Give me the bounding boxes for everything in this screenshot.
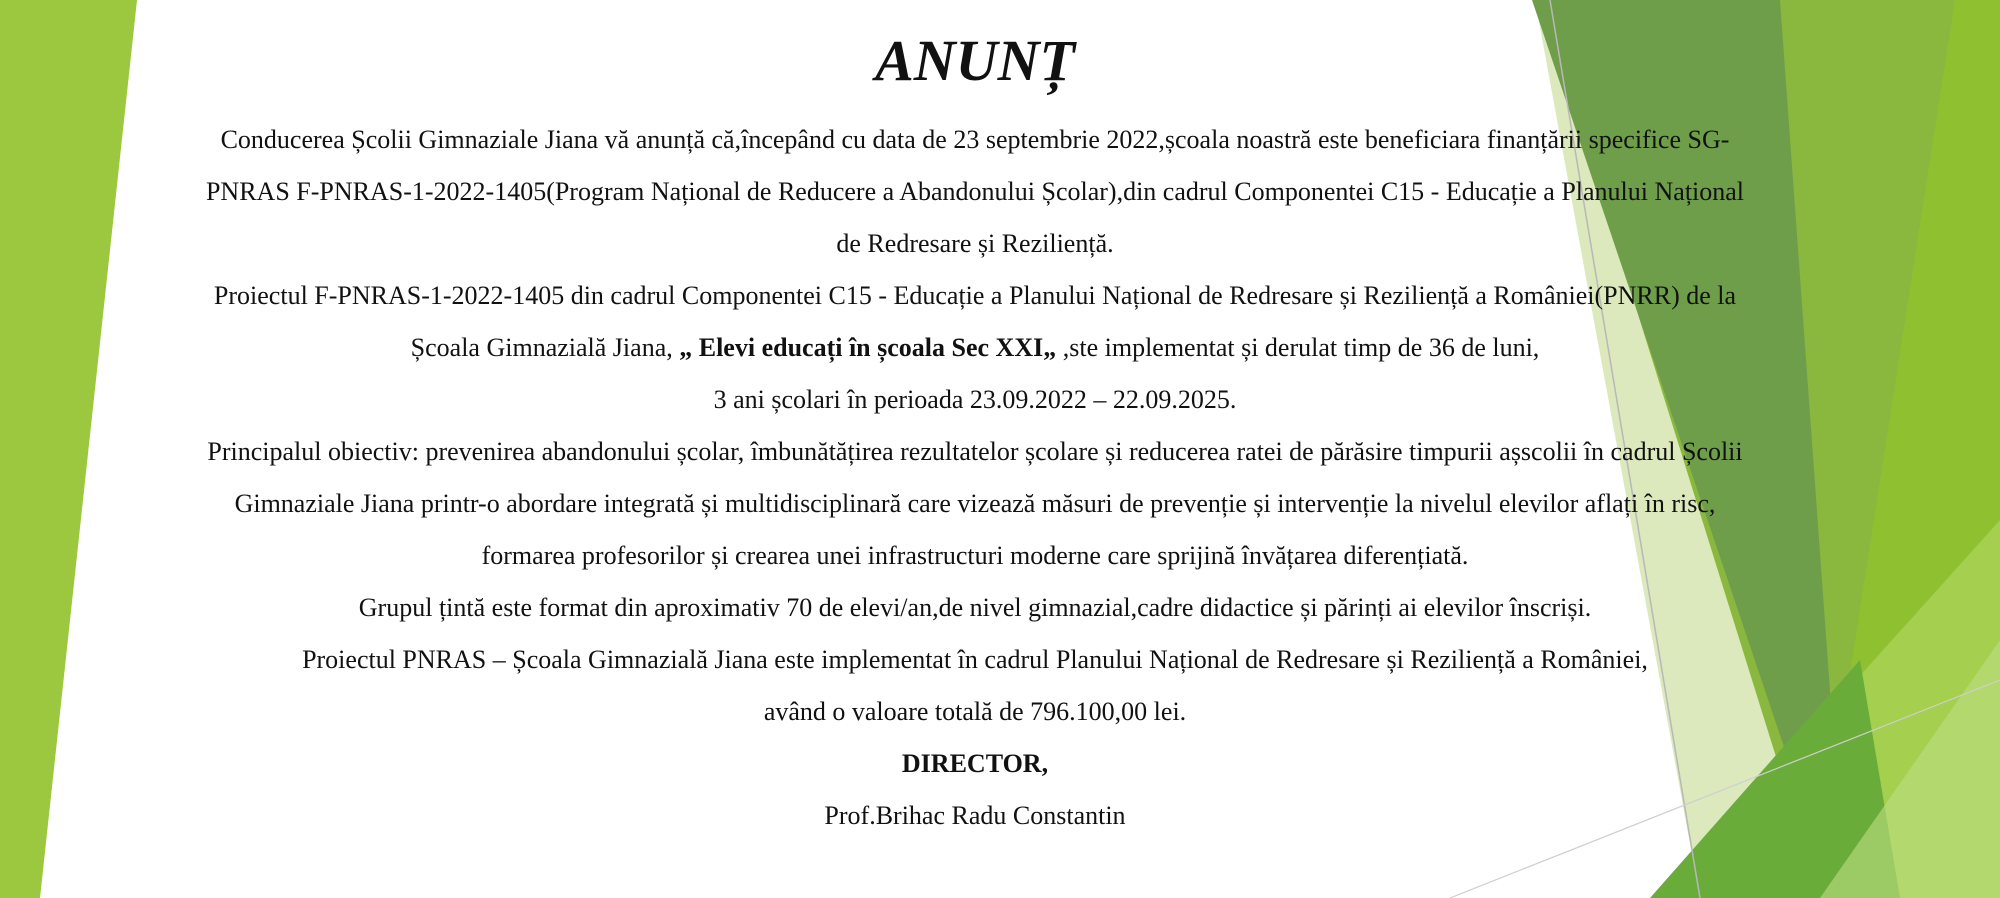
- paragraph-1-line-2: PNRAS F-PNRAS-1-2022-1405(Program Național de Reducere a Abandonului Școlar),din cadrul Componentei C15 - Educație a Planului Național: [205, 177, 1745, 206]
- director-name: Prof.Brihac Radu Constantin: [824, 801, 1126, 830]
- project-title: „ Elevi educați în școala Sec XXI„: [679, 333, 1057, 362]
- paragraph-2-line-3: 3 ani școlari în perioada 23.09.2022 – 22.09.2025.: [713, 385, 1237, 414]
- paragraph-3-line-1: Principalul obiectiv: prevenirea abandonului școlar, îmbunătățirea rezultatelor școlare și reducerea ratei de părăsire timpurii așscolii în cadrul Școlii: [207, 437, 1743, 466]
- duration-text: ,ste implementat și derulat timp de 36 de luni,: [1056, 333, 1540, 362]
- paragraph-4: Grupul țintă este format din aproximativ 70 de elevi/an,de nivel gimnazial,cadre didactice și părinți ai elevilor înscriși.: [358, 593, 1592, 622]
- paragraph-5-line-2: având o valoare totală de 796.100,00 lei.: [763, 697, 1187, 726]
- paragraph-3-line-3: formarea profesorilor și crearea unei infrastructuri moderne care sprijină învățarea diferențiată.: [481, 541, 1469, 570]
- announcement-title: ANUNȚ: [875, 28, 1075, 93]
- paragraph-3-line-2: Gimnaziale Jiana printr-o abordare integrată și multidisciplinară care vizează măsuri de prevenție și intervenție la nivelul elevilor aflați în risc,: [234, 489, 1716, 518]
- paragraph-1-line-1: Conducerea Școlii Gimnaziale Jiana vă anunță că,începând cu data de 23 septembrie 2022,școala noastră este beneficiara finanțării specifice SG-: [220, 125, 1730, 154]
- announcement-content: [100, 22, 1850, 842]
- paragraph-1-line-3: de Redresare și Reziliență.: [836, 229, 1114, 258]
- paragraph-5-line-1: Proiectul PNRAS – Școala Gimnazială Jiana este implementat în cadrul Planului Național de Redresare și Reziliență a României,: [302, 645, 1648, 674]
- paragraph-2-line-1: Proiectul F-PNRAS-1-2022-1405 din cadrul Componentei C15 - Educație a Planului Național de Redresare și Reziliență a României(PNRR) de la: [213, 281, 1737, 310]
- school-name-text: Școala Gimnazială Jiana,: [410, 333, 680, 362]
- paragraph-2-line-2: [100, 322, 1850, 374]
- director-label: DIRECTOR,: [901, 749, 1049, 778]
